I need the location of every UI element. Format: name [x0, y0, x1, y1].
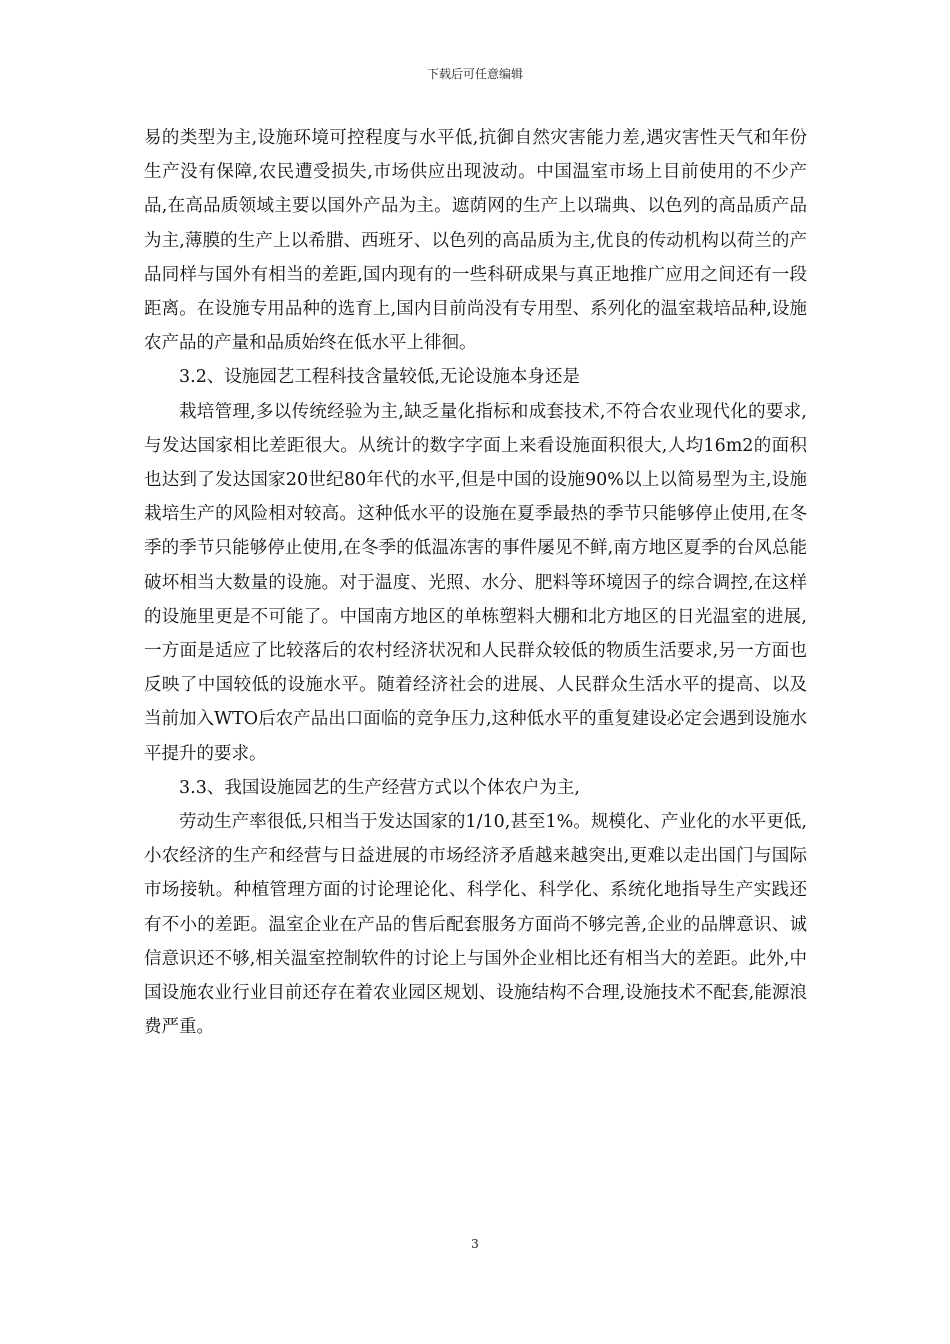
- body-text: [144, 121, 807, 1044]
- page-header: 下载后可任意编辑: [426, 67, 523, 81]
- paragraph: 劳动生产率很低,只相当于发达国家的1/10,甚至1%。规模化、产业化的水平更低,小农经济的生产和经营与日益进展的市场经济矛盾越来越突出,更难以走出国门与国际市场接轨。种植管理方面的讨论理论化、科学化、科学化、系统化地指导生产实践还有不小的差距。温室企业在产品的售后配套服务方面尚不够完善,企业的品牌意识、诚信意识还不够,相关温室控制软件的讨论上与国外企业相比还有相当大的差距。此外,中国设施农业行业目前还存在着农业园区规划、设施结构不合理,设施技术不配套,能源浪费严重。: [144, 812, 807, 1038]
- section-heading-3-2: 3.2、设施园艺工程科技含量较低,无论设施本身还是: [179, 367, 580, 388]
- page-number: 3: [471, 1237, 479, 1251]
- paragraph: 栽培管理,多以传统经验为主,缺乏量化指标和成套技术,不符合农业现代化的要求,与发达国家相比差距很大。从统计的数字字面上来看设施面积很大,人均16m2的面积也达到了发达国家20世纪80年代的水平,但是中国的设施90%以上以简易型为主,设施栽培生产的风险相对较高。这种低水平的设施在夏季最热的季节只能够停止使用,在冬季的季节只能够停止使用,在冬季的低温冻害的事件屡见不鲜,南方地区夏季的台风总能破坏相当大数量的设施。对于温度、光照、水分、肥料等环境因子的综合调控,在这样的设施里更是不可能了。中国南方地区的单栋塑料大棚和北方地区的日光温室的进展,一方面是适应了比较落后的农村经济状况和人民群众较低的物质生活要求,另一方面也反映了中国较低的设施水平。随着经济社会的进展、人民群众生活水平的提高、以及当前加入WTO后农产品出口面临的竞争压力,这种低水平的重复建设必定会遇到设施水平提升的要求。: [144, 401, 807, 764]
- paragraph: 易的类型为主,设施环境可控程度与水平低,抗御自然灾害能力差,遇灾害性天气和年份生产没有保障,农民遭受损失,市场供应出现波动。中国温室市场上目前使用的不少产品,在高品质领域主要以国外产品为主。遮荫网的生产上以瑞典、以色列的高品质产品为主,薄膜的生产上以希腊、西班牙、以色列的高品质为主,优良的传动机构以荷兰的产品同样与国外有相当的差距,国内现有的一些科研成果与真正地推广应用之间还有一段距离。在设施专用品种的选育上,国内目前尚没有专用型、系列化的温室栽培品种,设施农产品的产量和品质始终在低水平上徘徊。: [144, 128, 807, 354]
- section-heading-3-3: 3.3、我国设施园艺的生产经营方式以个体农户为主,: [179, 777, 580, 798]
